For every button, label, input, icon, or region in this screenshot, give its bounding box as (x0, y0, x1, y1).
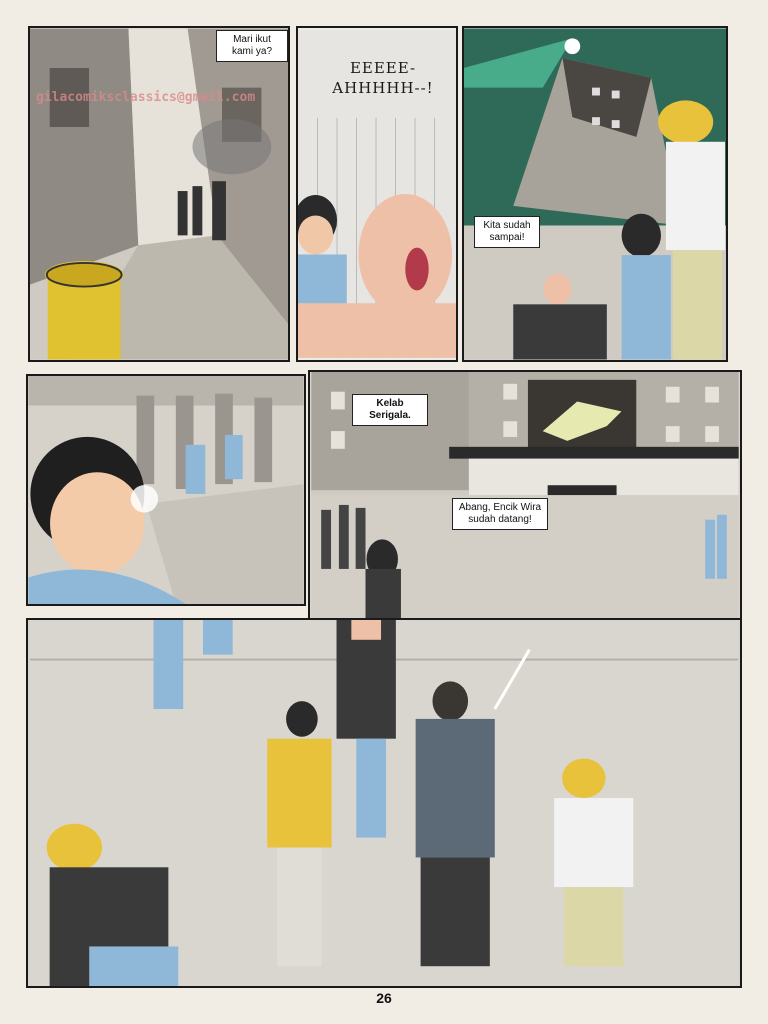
location-caption: Kelab Serigala. (352, 394, 428, 426)
speech-balloon-tower: Kita sudah sampai! (474, 216, 540, 248)
crowd-approach-artwork (28, 620, 740, 986)
boy-closeup-artwork (28, 376, 304, 604)
speech-balloon-club: Abang, Encik Wira sudah datang! (452, 498, 548, 530)
panel-crowd-approach (26, 618, 742, 988)
panel-alley (28, 26, 290, 362)
tower-artwork (464, 28, 726, 360)
scream-sfx: EEEEE- AHHHHH--! (332, 59, 434, 97)
page-number: 26 (376, 990, 392, 1006)
panel-club-exterior (308, 370, 742, 630)
panel-scream (296, 26, 458, 362)
speech-balloon-alley: Mari ikut kami ya? (216, 30, 288, 62)
panel-tower (462, 26, 728, 362)
watermark: gilacomiksclassics@gmail.com (36, 90, 256, 105)
panel-boy-closeup (26, 374, 306, 606)
alley-artwork (30, 28, 288, 360)
